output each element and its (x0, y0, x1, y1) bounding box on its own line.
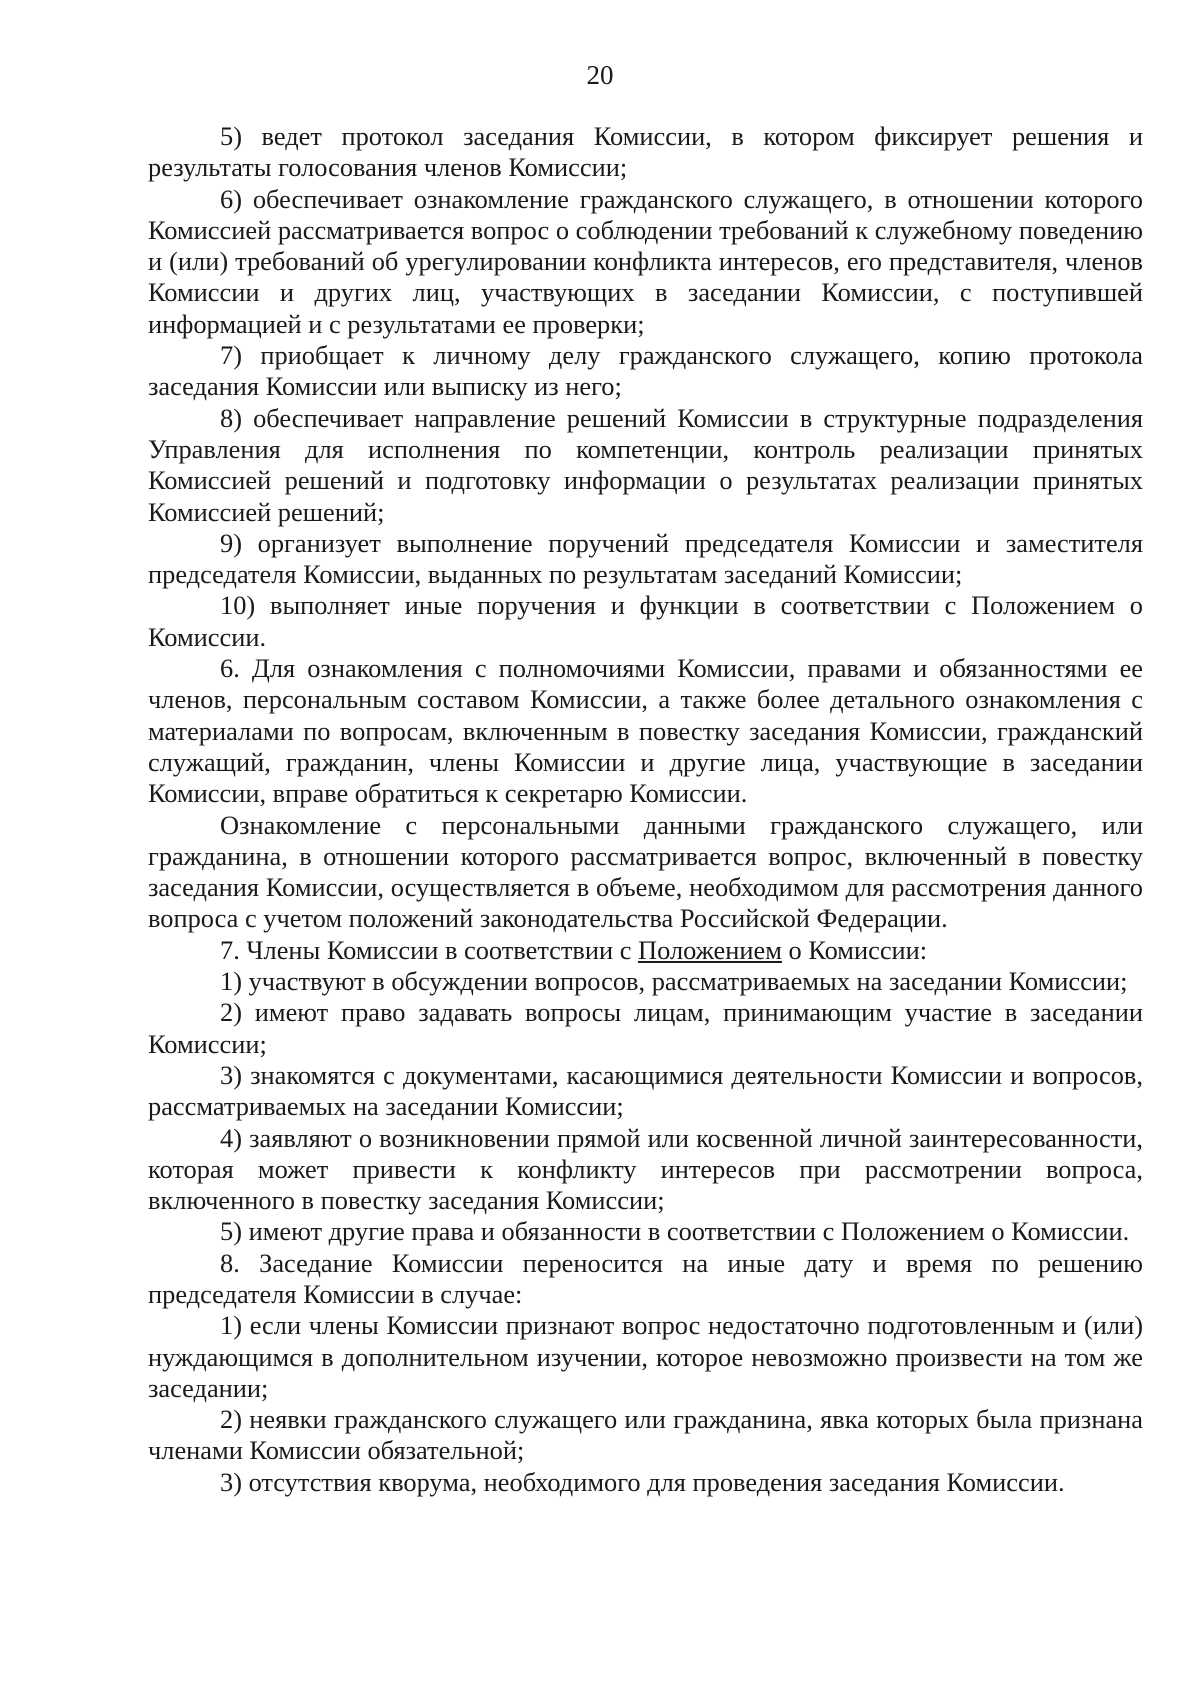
paragraph-member-right-2: 2) имеют право задавать вопросы лицам, принимающим участие в заседании Комиссии; (148, 997, 1143, 1059)
paragraph-personal-data: Ознакомление с персональными данными гражданского служащего, или гражданина, в отношении которого рассматривается вопрос, включенный в повестку заседания Комиссии, осуществляется в объеме, необходимом для рассмотрения данного вопроса с учетом положений законодательства Российской Федерации. (148, 809, 1143, 934)
section-7-text-before: 7. Члены Комиссии в соответствии с (220, 934, 639, 965)
paragraph-item-6-familiarization: 6) обеспечивает ознакомление гражданского служащего, в отношении которого Комиссией рассматривается вопрос о соблюдении требований к служебному поведению и (или) требований об урегулировании конфликта интересов, его представителя, членов Комиссии и других лиц, участвующих в заседании Комиссии, с поступившей информацией и с результатами ее проверки; (148, 183, 1143, 339)
section-7-text-after: о Комиссии: (781, 934, 928, 965)
paragraph-postpone-reason-2: 2) неявки гражданского служащего или гражданина, явка которых была признана членами Комиссии обязательной; (148, 1404, 1143, 1466)
paragraph-member-right-4: 4) заявляют о возникновении прямой или косвенной личной заинтересованности, которая может привести к конфликту интересов при рассмотрении вопроса, включенного в повестку заседания Комиссии; (148, 1122, 1143, 1216)
page-number: 20 (586, 60, 614, 90)
paragraph-member-right-3: 3) знакомятся с документами, касающимися деятельности Комиссии и вопросов, рассматриваемых на заседании Комиссии; (148, 1059, 1143, 1122)
paragraph-item-8-direct-decisions: 8) обеспечивает направление решений Комиссии в структурные подразделения Управления для исполнения по компетенции, контроль реализации принятых Комиссией решений и подготовку информации о результатах реализации принятых Комиссией решений; (148, 402, 1143, 527)
paragraph-section-6: 6. Для ознакомления с полномочиями Комиссии, правами и обязанностями ее членов, персональным составом Комиссии, а также более детального ознакомления с материалами по вопросам, включенным в повестку заседания Комиссии, гражданский служащий, гражданин, члены Комиссии и другие лица, участвующие в заседании Комиссии, вправе обратиться к секретарю Комиссии. (148, 653, 1143, 809)
paragraph-item-9-organize-orders: 9) организует выполнение поручений председателя Комиссии и заместителя председателя Комиссии, выданных по результатам заседаний Комиссии; (148, 527, 1143, 590)
paragraph-section-8: 8. Заседание Комиссии переносится на иные дату и время по решению председателя Комиссии в случае: (148, 1247, 1143, 1309)
paragraph-section-7 (148, 935, 1143, 966)
document-body (148, 121, 1143, 1498)
paragraph-postpone-reason-3: 3) отсутствия кворума, необходимого для проведения заседания Комиссии. (220, 1466, 1065, 1497)
paragraph-member-right-1: 1) участвуют в обсуждении вопросов, рассматриваемых на заседании Комиссии; (220, 966, 1128, 997)
paragraph-item-10-other-duties: 10) выполняет иные поручения и функции в соответствии с Положением о Комиссии. (148, 590, 1143, 652)
paragraph-item-5-protocol: 5) ведет протокол заседания Комиссии, в котором фиксирует решения и результаты голосования членов Комиссии; (148, 121, 1143, 183)
paragraph-item-7-attach-copy: 7) приобщает к личному делу гражданского служащего, копию протокола заседания Комиссии или выписку из него; (148, 340, 1143, 402)
paragraph-member-right-5: 5) имеют другие права и обязанности в соответствии с Положением о Комиссии. (220, 1216, 1130, 1247)
paragraph-postpone-reason-1: 1) если члены Комиссии признают вопрос недостаточно подготовленным и (или) нуждающимся в дополнительном изучении, которое невозможно произвести на том же заседании; (148, 1310, 1143, 1403)
regulation-link[interactable]: Положением (638, 934, 782, 965)
